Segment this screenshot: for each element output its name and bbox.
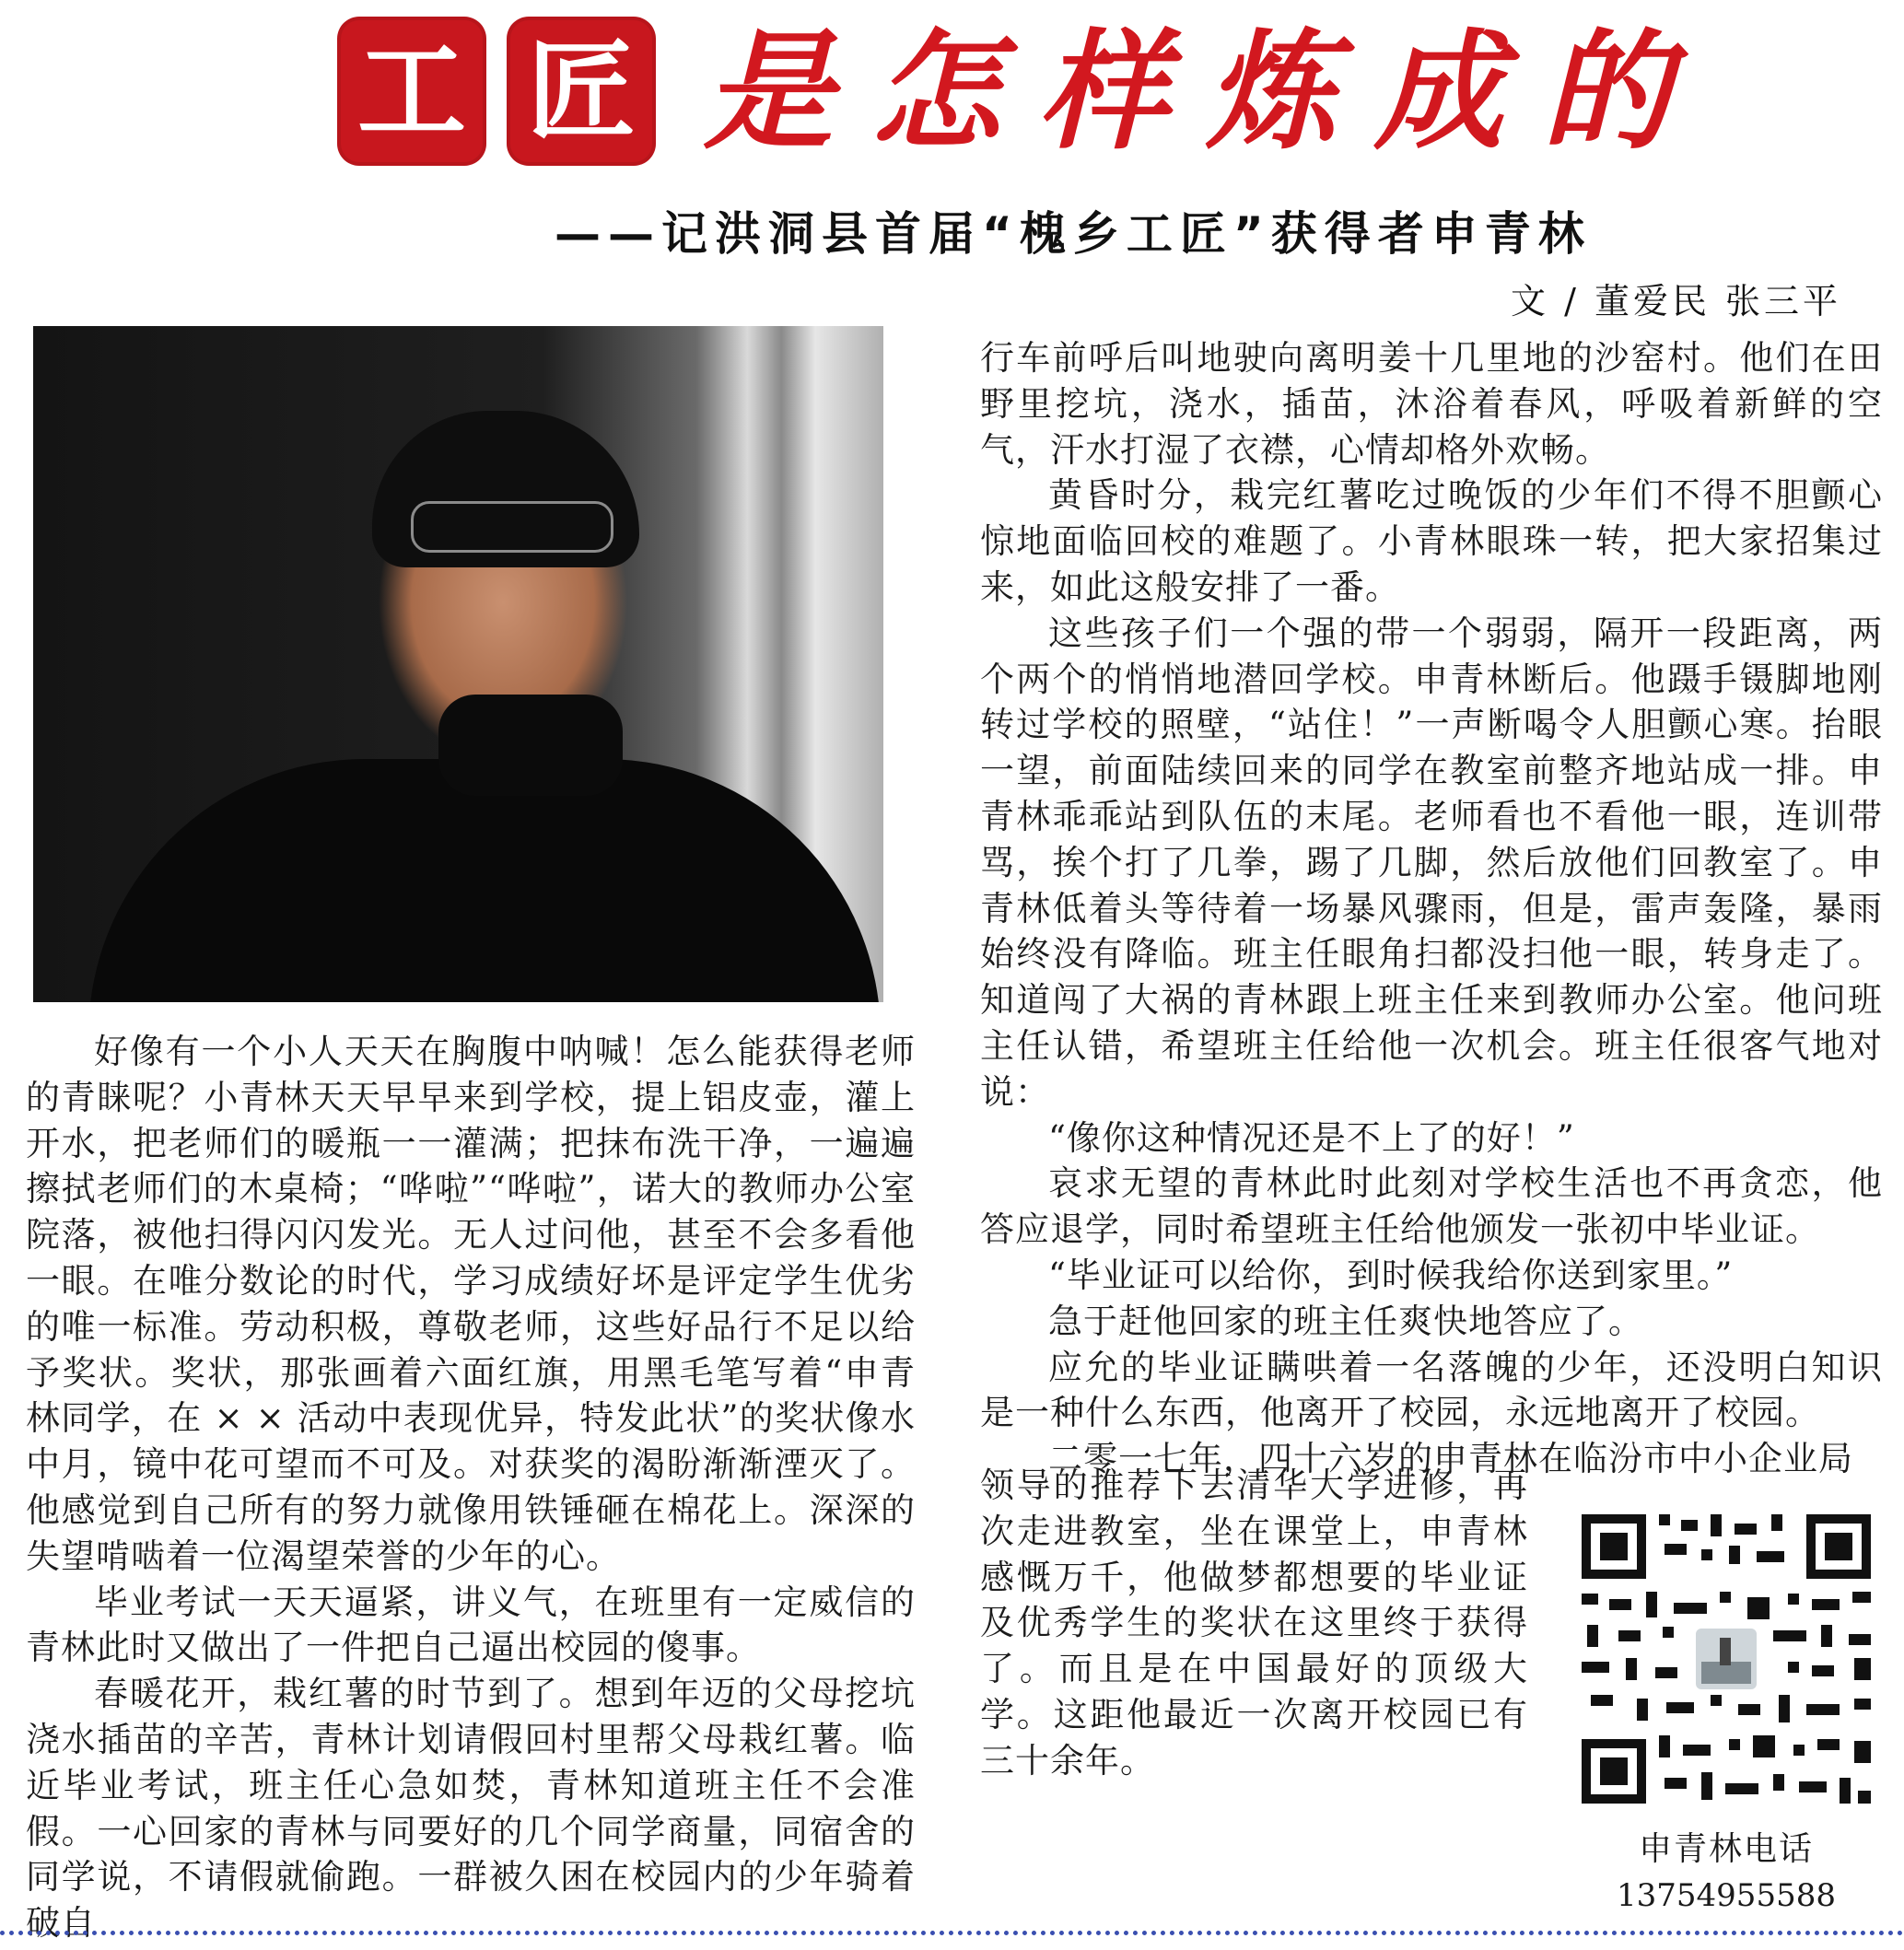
paragraph: 这些孩子们一个强的带一个弱弱，隔开一段距离，两个两个的悄悄地潜回学校。申青林断后。他蹑手镊脚地刚转过学校的照壁，“站住！”一声断喝令人胆颤心寒。抬眼一望，前面陆续回来的同学在教室前整齐地站成一排。申青林乖乖站到队伍的末尾。老师看也不看他一眼，连训带骂，挨个打了几拳，踢了几脚，然后放他们回教室了。申青林低着头等待着一场暴风骤雨，但是，雷声轰隆，暴雨始终没有降临。班主任眼角扫都没扫他一眼，转身走了。知道闯了大祸的青林跟上班主任来到教师办公室。他问班主任认错，希望班主任给他一次机会。班主任很客气地对说： [980,613,1883,1112]
paragraph: 黄昏时分，栽完红薯吃过晚饭的少年们不得不胆颤心惊地面临回校的难题了。小青林眼珠一转，把大家招集过来，如此这般安排了一番。 [980,475,1883,607]
right-column-continued [980,1463,1528,1784]
headline-text: 是怎样炼成的 [704,17,1711,168]
phone-number: 13754955588 [1617,1877,1836,1914]
paragraph: 急于赶他回家的班主任爽快地答应了。 [1048,1301,1643,1341]
right-column [980,335,1883,1482]
bottom-dotted-rule [0,1931,1904,1935]
paragraph: 应允的毕业证瞒哄着一名落魄的少年，还没明白知识是一种什么东西，他离开了校园，永远地离开了校园。 [980,1347,1883,1433]
qr-caption: 申青林电话 [1638,1830,1814,1868]
paragraph: “毕业证可以给你，到时候我给你送到家里。” [1048,1255,1734,1295]
subtitle: ——记洪洞县首届“槐乡工匠”获得者申青林 [555,207,1592,261]
paragraph: 哀求无望的青林此时此刻对学校生活也不再贪恋，他答应退学，同时希望班主任给他颁发一张初中毕业证。 [980,1163,1883,1250]
paragraph: 行车前呼后叫地驶向离明姜十几里地的沙窑村。他们在田野里挖坑，浇水，插苗，沐浴着春风，呼吸着新鲜的空气，汗水打湿了衣襟，心情却格外欢畅。 [980,338,1883,470]
paragraph: 二零一七年，四十六岁的申青林在临汾市中小企业局 [1048,1439,1853,1479]
paragraph: 好像有一个小人天天在胸腹中呐喊！怎么能获得老师的青睐呢？小青林天天早早来到学校，提上铝皮壶，灌上开水，把老师们的暖瓶一一灌满；把抹布洗干净，一遍遍擦拭老师们的木桌椅；“哗啦”“哗啦”，诺大的教师办公室院落，被他扫得闪闪发光。无人过问他，甚至不会多看他一眼。在唯分数论的时代，学习成绩好坏是评定学生优劣的唯一标准。劳动积极，尊敬老师，这些好品行不足以给予奖状。奖状，那张画着六面红旗，用黑毛笔写着“申青林同学，在 × × 活动中表现优异，特发此状”的奖状像水中月，镜中花可望而不可及。对获奖的渴盼渐渐湮灭了。他感觉到自己所有的努力就像用铁锤砸在棉花上。深深的失望啃啮着一位渴望荣誉的少年的心。 [26,1032,916,1576]
left-column [26,1029,916,1946]
headline-badge-1: 工 [337,17,486,166]
photo-glasses-shape [411,501,613,553]
qr-code [1582,1514,1871,1804]
byline: 文 / 董爱民 张三平 [1511,281,1842,321]
paragraph: “像你这种情况还是不上了的好！” [1048,1117,1575,1158]
paragraph: 领导的推荐下去清华大学进修，再次走进教室，坐在课堂上，申青林感慨万千，他做梦都想要的毕业证及优秀学生的奖状在这里终于获得了。而且是在中国最好的顶级大学。这距他最近一次离开校园已有三十余年。 [980,1465,1528,1781]
headline [337,13,1774,169]
paragraph: 毕业考试一天天逼紧，讲义气，在班里有一定威信的青林此时又做出了一件把自己逼出校园的傻事。 [26,1582,916,1668]
paragraph: 春暖花开，栽红薯的时节到了。想到年迈的父母挖坑浇水插苗的辛苦，青林计划请假回村里帮父母栽红薯。临近毕业考试，班主任心急如焚，青林知道班主任不会准假。一心回家的青林与同要好的几个同学商量，同宿舍的同学说，不请假就偷跑。一群被久困在校园内的少年骑着破自 [26,1674,916,1944]
photo-collar-shape [438,695,623,796]
headline-badge-2: 匠 [507,17,656,166]
portrait-photo [33,326,883,1002]
qr-code-icon [1582,1514,1871,1804]
